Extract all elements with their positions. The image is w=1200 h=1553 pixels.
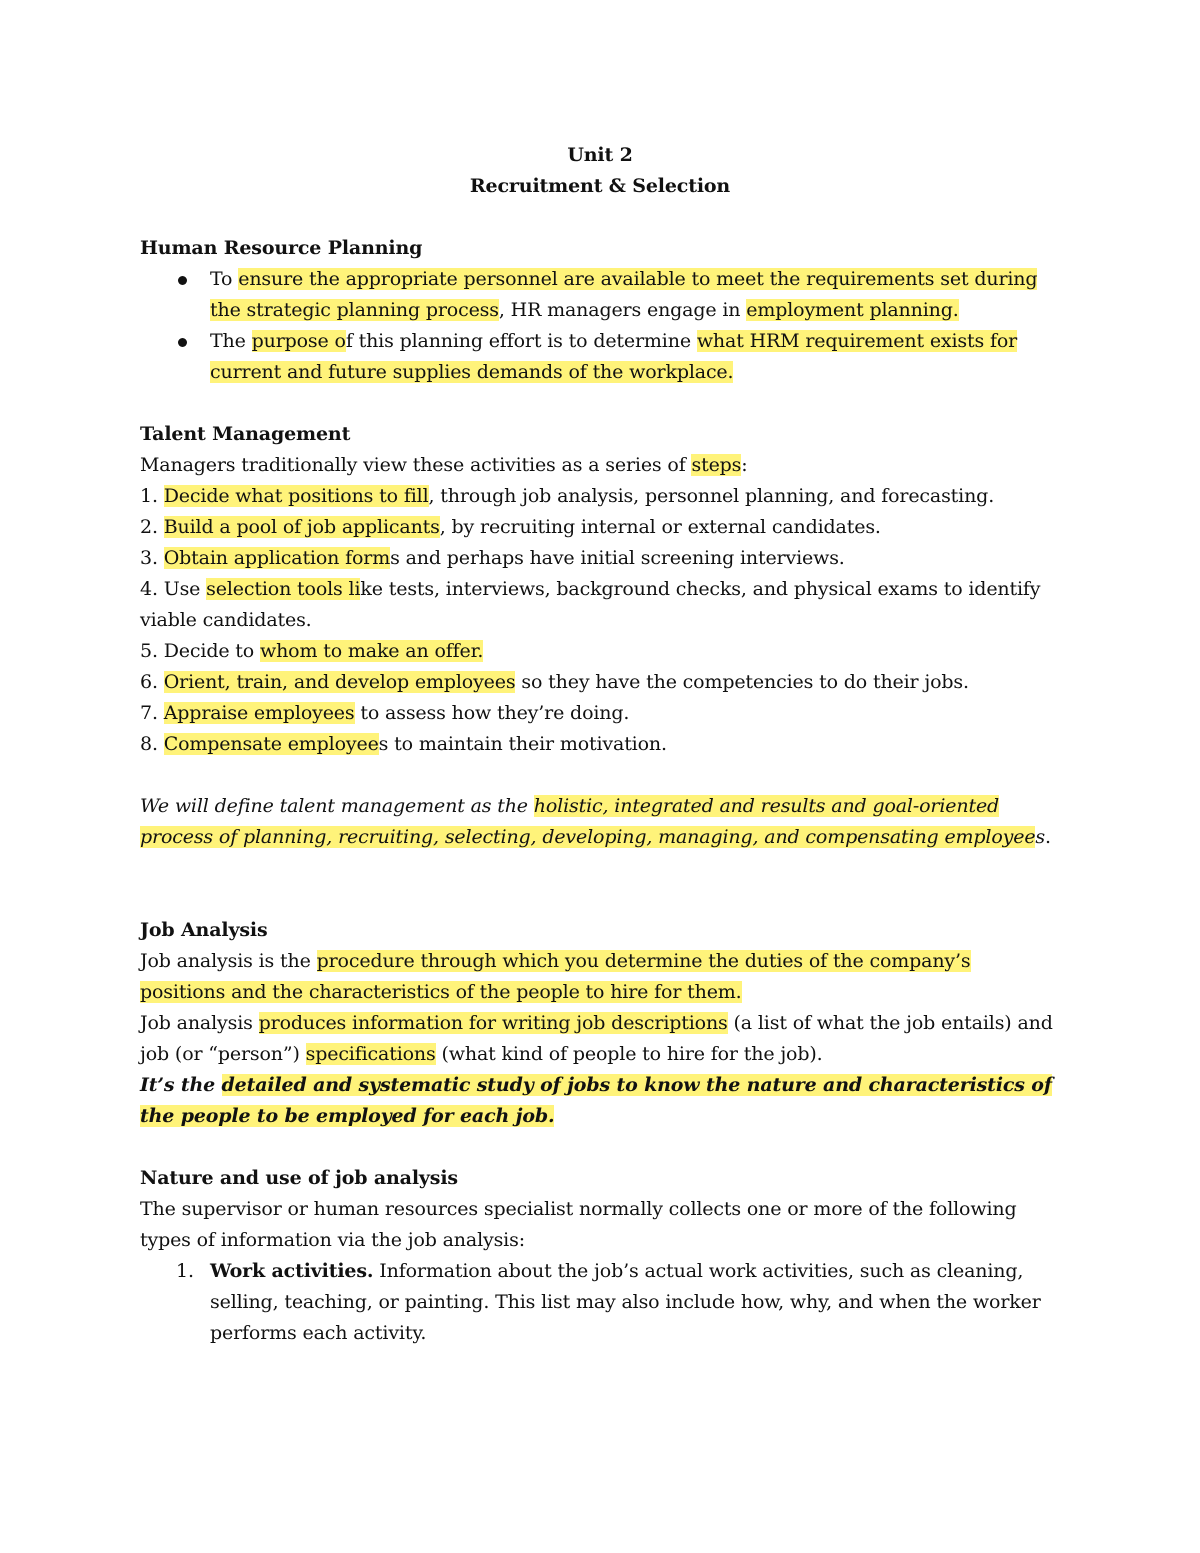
hrp-bullet-list: [140, 264, 1060, 388]
talent-step-3: [140, 543, 1060, 574]
definition-text: We will define talent management as the: [140, 795, 534, 817]
hrp-heading: Human Resource Planning: [140, 237, 423, 259]
step-text: so they have the competencies to do their jobs.: [515, 671, 969, 693]
job-analysis-p3: [140, 1070, 1060, 1132]
talent-definition: [140, 791, 1060, 853]
ja-p1-highlight: procedure through which you determine the duties of the company’s positions and the characteristics of the people to hire for them.: [140, 950, 971, 1003]
step-highlight: Orient, train, and develop employees: [163, 671, 516, 693]
step-highlight: whom to make an offer.: [259, 640, 484, 662]
job-analysis-heading: Job Analysis: [140, 919, 268, 941]
ja-p2-end: (what kind of people to hire for the job).: [435, 1043, 823, 1065]
ja-p2-mid: (a list of what the job entails) and job (or “person”): [140, 1012, 1053, 1065]
hrp-b2-highlight1: purpose o: [251, 330, 346, 352]
step-text: , by recruiting internal or external candidates.: [439, 516, 881, 538]
document-page: [140, 140, 1060, 1349]
hrp-b1-text1: To: [210, 268, 239, 290]
step-num: 6.: [140, 671, 164, 693]
nature-heading: Nature and use of job analysis: [140, 1167, 458, 1189]
talent-step-6: [140, 667, 1060, 698]
step-highlight: Appraise employees: [163, 702, 355, 724]
ja-p2-text: Job analysis: [140, 1012, 259, 1034]
job-analysis-p1: [140, 946, 1060, 1008]
nature-item-bold: Work activities.: [210, 1260, 374, 1282]
definition-end: .: [1045, 826, 1051, 848]
ja-p3-text: It’s the: [140, 1074, 222, 1096]
step-highlight: Build a pool of job applicants: [163, 516, 440, 538]
hrp-b1-text2: , HR managers engage in: [498, 299, 747, 321]
step-highlight: Compensate employee: [163, 733, 379, 755]
step-num: 2.: [140, 516, 164, 538]
talent-intro-highlight: steps: [691, 454, 742, 476]
document-subtitle: Recruitment & Selection: [469, 175, 731, 197]
nature-intro: The supervisor or human resources specialist normally collects one or more of the following types of information via the job analysis:: [140, 1198, 1017, 1251]
ja-p3-highlight: detailed and systematic study of jobs to know the nature and characteristics of the people to be employed for each job.: [140, 1074, 1052, 1127]
talent-intro-end: :: [741, 454, 748, 476]
hrp-b1-highlight2: employment planning.: [746, 299, 959, 321]
step-highlight: selection tools li: [206, 578, 361, 600]
hrp-b2-text2: f this planning effort is to determine: [345, 330, 697, 352]
talent-heading: Talent Management: [140, 423, 351, 445]
hrp-b2-highlight2: what HRM requirement exists for current and future supplies demands of the workplace.: [210, 330, 1018, 383]
hrp-b2-text1: The: [210, 330, 252, 352]
nature-item-1: [140, 1256, 1060, 1349]
step-text: ke tests, interviews, background checks, and physical exams to identify viable candidates.: [140, 578, 1041, 631]
talent-step-7: [140, 698, 1060, 729]
job-analysis-p2: [140, 1008, 1060, 1070]
step-highlight: Obtain application form: [163, 547, 391, 569]
step-text: to assess how they’re doing.: [354, 702, 630, 724]
unit-title: Unit 2: [567, 144, 633, 166]
talent-step-4: [140, 574, 1060, 636]
talent-intro-text: Managers traditionally view these activities as a series of: [140, 454, 692, 476]
nature-list: [140, 1256, 1060, 1349]
step-text: s to maintain their motivation.: [378, 733, 667, 755]
talent-step-1: [140, 481, 1060, 512]
hrp-bullet-1: [140, 264, 1060, 326]
step-text: , through job analysis, personnel planning, and forecasting.: [428, 485, 995, 507]
ja-p2-highlight2: specifications: [305, 1043, 436, 1065]
step-num: 4. Use: [140, 578, 207, 600]
step-num: 3.: [140, 547, 164, 569]
ja-p1-text: Job analysis is the: [140, 950, 317, 972]
hrp-bullet-2: [140, 326, 1060, 388]
step-num: 7.: [140, 702, 164, 724]
hrp-b1-highlight1: ensure the appropriate personnel are available to meet the requirements set during the strategic planning process: [210, 268, 1038, 321]
definition-end-italic: s: [1035, 826, 1046, 848]
nature-item-text: Information about the job’s actual work activities, such as cleaning, selling, teaching, or painting. This list may also include how, why, and when the worker performs each activity.: [210, 1260, 1041, 1344]
definition-highlight: holistic, integrated and results and goal-oriented process of planning, recruiting, selecting, developing, managing, and compensating employee: [140, 795, 1036, 848]
step-highlight: Decide what positions to fill: [163, 485, 429, 507]
step-num: 5. Decide to: [140, 640, 260, 662]
step-num: 8.: [140, 733, 164, 755]
talent-step-2: [140, 512, 1060, 543]
nature-item-num: 1.: [176, 1260, 194, 1282]
ja-p2-highlight: produces information for writing job descriptions: [258, 1012, 728, 1034]
step-text: s and perhaps have initial screening interviews.: [390, 547, 845, 569]
step-num: 1.: [140, 485, 164, 507]
talent-intro: [140, 450, 1060, 481]
talent-step-5: [140, 636, 1060, 667]
talent-step-8: [140, 729, 1060, 760]
